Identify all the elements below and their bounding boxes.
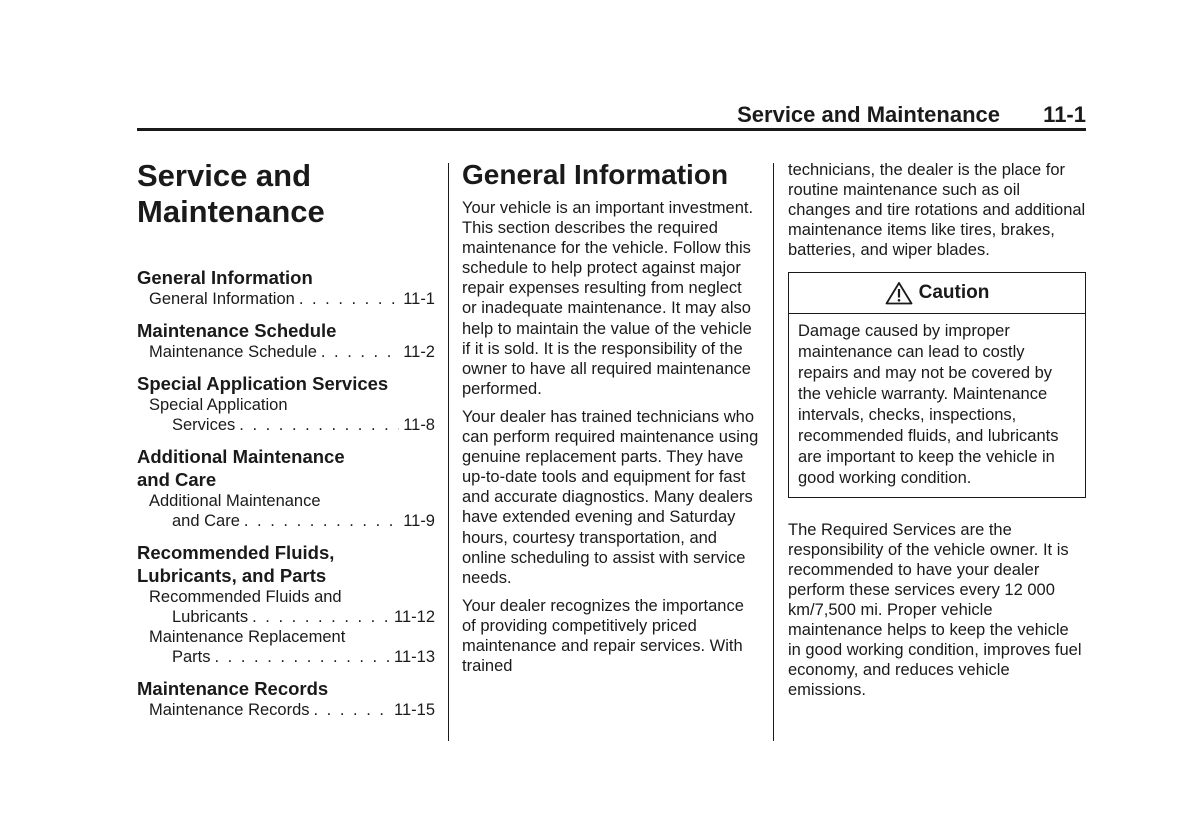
right-column — [788, 160, 1086, 709]
toc-section-recommended-fluids — [137, 541, 435, 667]
toc-page-ref: 11-8 — [403, 416, 435, 434]
toc-page-ref: 11-9 — [403, 512, 435, 530]
caution-header — [789, 273, 1085, 314]
paragraph: The Required Services are the responsibility of the vehicle owner. It is recommended to have your dealer perform these services every 12 000 km/7,500 mi. Proper vehicle maintenance helps to keep the vehicle in good working condition, improves fuel economy, and reduces vehicle emissions. — [788, 520, 1082, 700]
toc-heading: General Information — [137, 267, 313, 288]
column-divider — [773, 163, 774, 741]
header-section-title: Service and Maintenance — [737, 102, 1000, 127]
column-divider — [448, 163, 449, 741]
paragraph: Your dealer recognizes the importance of providing competitively priced maintenance and repair services. With trained — [462, 596, 744, 676]
toc-section-maintenance-records — [137, 677, 435, 720]
toc-section-general-information — [137, 266, 435, 309]
toc-section-additional-maintenance — [137, 445, 435, 531]
toc-entry-fluids-lubricants[interactable]: Recommended Fluids and Lubricants . . . 11-12 — [137, 587, 435, 627]
warning-triangle-icon — [885, 281, 913, 305]
caution-box — [788, 272, 1086, 497]
header-rule — [137, 128, 1086, 131]
toc-heading: Special Application Services — [137, 373, 389, 394]
toc-heading: Recommended Fluids, Lubricants, and Parts — [137, 542, 335, 586]
header-page-number: 11-1 — [1043, 102, 1086, 127]
toc-heading: Maintenance Schedule — [137, 320, 337, 341]
paragraph: Your vehicle is an important investment. This section describes the required maintenance for the vehicle. Follow this schedule to help protect against major repair expenses resulting from neglect or inadequate maintenance. It may also help to maintain the value of the vehicle if it is sold. It is the responsibility of the owner to have all required maintenance performed. — [462, 199, 754, 398]
section-heading: General Information — [462, 159, 729, 190]
running-header — [137, 100, 1086, 128]
toc-entry-replacement-parts[interactable]: Maintenance Replacement Parts . . . 11-13 — [137, 627, 435, 667]
toc-heading: Maintenance Records — [137, 678, 329, 699]
caution-title: Caution — [918, 282, 990, 304]
caution-text: Damage caused by improper maintenance can lead to costly repairs and may not be covered by the vehicle warranty. Maintenance intervals, checks, inspections, recommended fluids, and lubricants are important to keep the vehicle in good working condition. — [798, 322, 1059, 487]
toc-entry-general-information[interactable]: General Information . . . 11-1 — [137, 289, 435, 309]
toc-section-special-application-services — [137, 372, 435, 435]
toc-page-ref: 11-2 — [403, 343, 435, 361]
paragraph: technicians, the dealer is the place for routine maintenance such as oil changes and tire rotations and additional maintenance items like tires, brakes, batteries, and wiper blades. — [788, 161, 1086, 260]
chapter-title: Service and Maintenance — [137, 158, 325, 229]
toc-heading: Additional Maintenance and Care — [137, 446, 345, 490]
toc-page-ref: 11-13 — [394, 648, 435, 666]
toc-page-ref: 11-1 — [403, 290, 435, 308]
toc-entry-additional-maintenance[interactable]: Additional Maintenance and Care . . . 11-9 — [137, 491, 435, 531]
toc-page-ref: 11-12 — [394, 608, 435, 626]
paragraph: Your dealer has trained technicians who can perform required maintenance using genuine replacement parts. They have up-to-date tools and equipment for fast and accurate diagnostics. Many dealers have extended evening and Saturday hours, courtesy transportation, and online scheduling to assist with service needs. — [462, 407, 759, 587]
general-information-column — [462, 158, 760, 684]
toc-entry-maintenance-schedule[interactable]: Maintenance Schedule . . . 11-2 — [137, 342, 435, 362]
toc-entry-special-application-services[interactable]: Special Application Services . . . 11-8 — [137, 395, 435, 435]
toc-section-maintenance-schedule — [137, 319, 435, 362]
toc-page-ref: 11-15 — [394, 701, 435, 719]
chapter-contents-column — [137, 158, 435, 730]
toc-entry-maintenance-records[interactable]: Maintenance Records . . . 11-15 — [137, 700, 435, 720]
